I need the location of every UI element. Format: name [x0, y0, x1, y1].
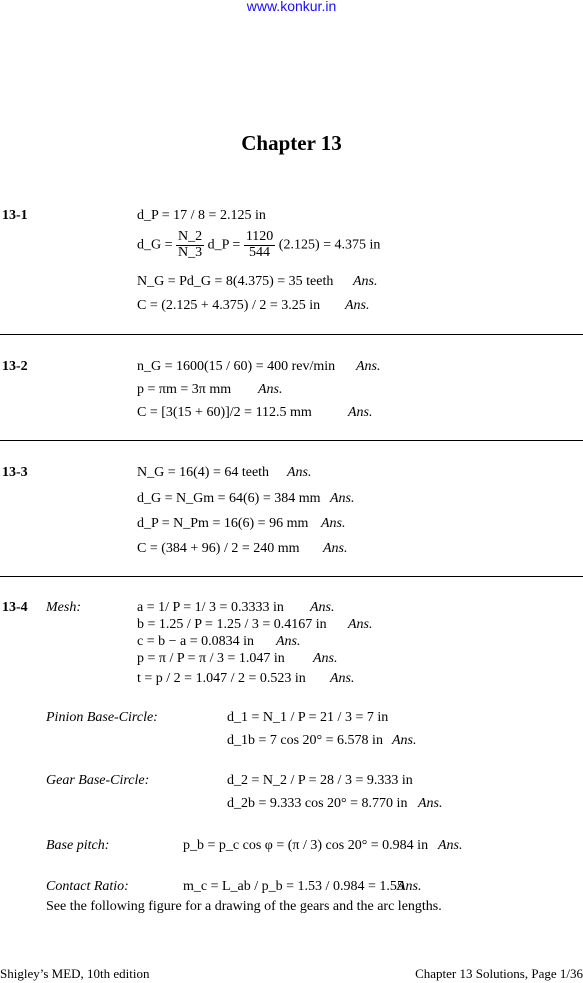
answer-mark: Ans.	[418, 796, 443, 811]
equation-line: d_1 = N_1 / P = 21 / 3 = 7 in	[227, 710, 389, 725]
equation-line: d_1b = 7 cos 20° = 6.578 in	[227, 733, 383, 748]
section-label: Contact Ratio:	[46, 879, 129, 894]
equation-line: N_G = 16(4) = 64 teeth	[137, 465, 270, 480]
divider-rule	[0, 440, 583, 441]
equation-line: N_G = Pd_G = 8(4.375) = 35 teeth	[137, 274, 334, 289]
problem-number: 13-2	[2, 359, 28, 374]
equation-line: a = 1/ P = 1/ 3 = 0.3333 in	[137, 600, 284, 615]
equation-line: n_G = 1600(15 / 60) = 400 rev/min	[137, 359, 336, 374]
equation-segment: d_G =	[137, 237, 173, 253]
answer-mark: Ans.	[276, 634, 301, 649]
answer-mark: Ans.	[348, 405, 373, 420]
section-label: Pinion Base-Circle:	[46, 710, 158, 725]
answer-mark: Ans.	[310, 600, 335, 615]
section-label: Base pitch:	[46, 838, 110, 853]
equation-line: C = [3(15 + 60)]/2 = 112.5 mm	[137, 405, 312, 420]
equation-line: d_G = N_Gm = 64(6) = 384 mm	[137, 491, 321, 506]
equation-line: p_b = p_c cos φ = (π / 3) cos 20° = 0.984 in	[183, 838, 429, 853]
answer-mark: Ans.	[397, 879, 422, 894]
answer-mark: Ans.	[345, 298, 370, 313]
equation-line: C = (2.125 + 4.375) / 2 = 3.25 in	[137, 298, 321, 313]
answer-mark: Ans.	[438, 838, 463, 853]
answer-mark: Ans.	[356, 359, 381, 374]
divider-rule	[0, 334, 583, 335]
equation-line: p = π / P = π / 3 = 1.047 in	[137, 651, 285, 666]
equation-line: d_2 = N_2 / P = 28 / 3 = 9.333 in	[227, 773, 413, 788]
answer-mark: Ans.	[321, 516, 346, 531]
fraction: $\frac{N\_2}{N\_3}$	[178, 229, 203, 260]
problem-number: 13-4	[2, 600, 28, 615]
equation-line-fraction	[137, 230, 380, 260]
watermark-link[interactable]: www.konkur.in	[246, 0, 337, 14]
section-label: Gear Base-Circle:	[46, 773, 150, 788]
footer-left: Shigley’s MED, 10th edition	[0, 966, 150, 981]
answer-mark: Ans.	[258, 382, 283, 397]
footer-right: Chapter 13 Solutions, Page 1/36	[415, 966, 583, 981]
equation-line: m_c = L_ab / p_b = 1.53 / 0.984 = 1.55	[183, 879, 404, 894]
answer-mark: Ans.	[330, 491, 355, 506]
fraction: $\frac{1120}{544}$	[245, 229, 274, 260]
equation-line: d_P = N_Pm = 16(6) = 96 mm	[137, 516, 309, 531]
equation-line: t = p / 2 = 1.047 / 2 = 0.523 in	[137, 671, 306, 686]
answer-mark: Ans.	[323, 541, 348, 556]
equation-line: c = b − a = 0.0834 in	[137, 634, 255, 649]
equation-line: b = 1.25 / P = 1.25 / 3 = 0.4167 in	[137, 617, 327, 632]
note-text: See the following figure for a drawing of the gears and the arc lengths.	[46, 899, 442, 914]
answer-mark: Ans.	[313, 651, 338, 666]
equation-line: p = πm = 3π mm	[137, 382, 232, 397]
answer-mark: Ans.	[330, 671, 355, 686]
problem-number: 13-3	[2, 465, 28, 480]
chapter-title: Chapter 13	[241, 131, 342, 155]
answer-mark: Ans.	[348, 617, 373, 632]
equation-segment: (2.125) = 4.375 in	[278, 237, 381, 253]
answer-mark: Ans.	[353, 274, 378, 289]
answer-mark: Ans.	[392, 733, 417, 748]
equation-line: d_P = 17 / 8 = 2.125 in	[137, 208, 266, 223]
equation-line: d_2b = 9.333 cos 20° = 8.770 in	[227, 796, 408, 811]
divider-rule	[0, 576, 583, 577]
equation-segment: d_P =	[207, 237, 241, 253]
answer-mark: Ans.	[287, 465, 312, 480]
equation-line: C = (384 + 96) / 2 = 240 mm	[137, 541, 300, 556]
section-label: Mesh:	[46, 600, 81, 615]
problem-number: 13-1	[2, 208, 28, 223]
